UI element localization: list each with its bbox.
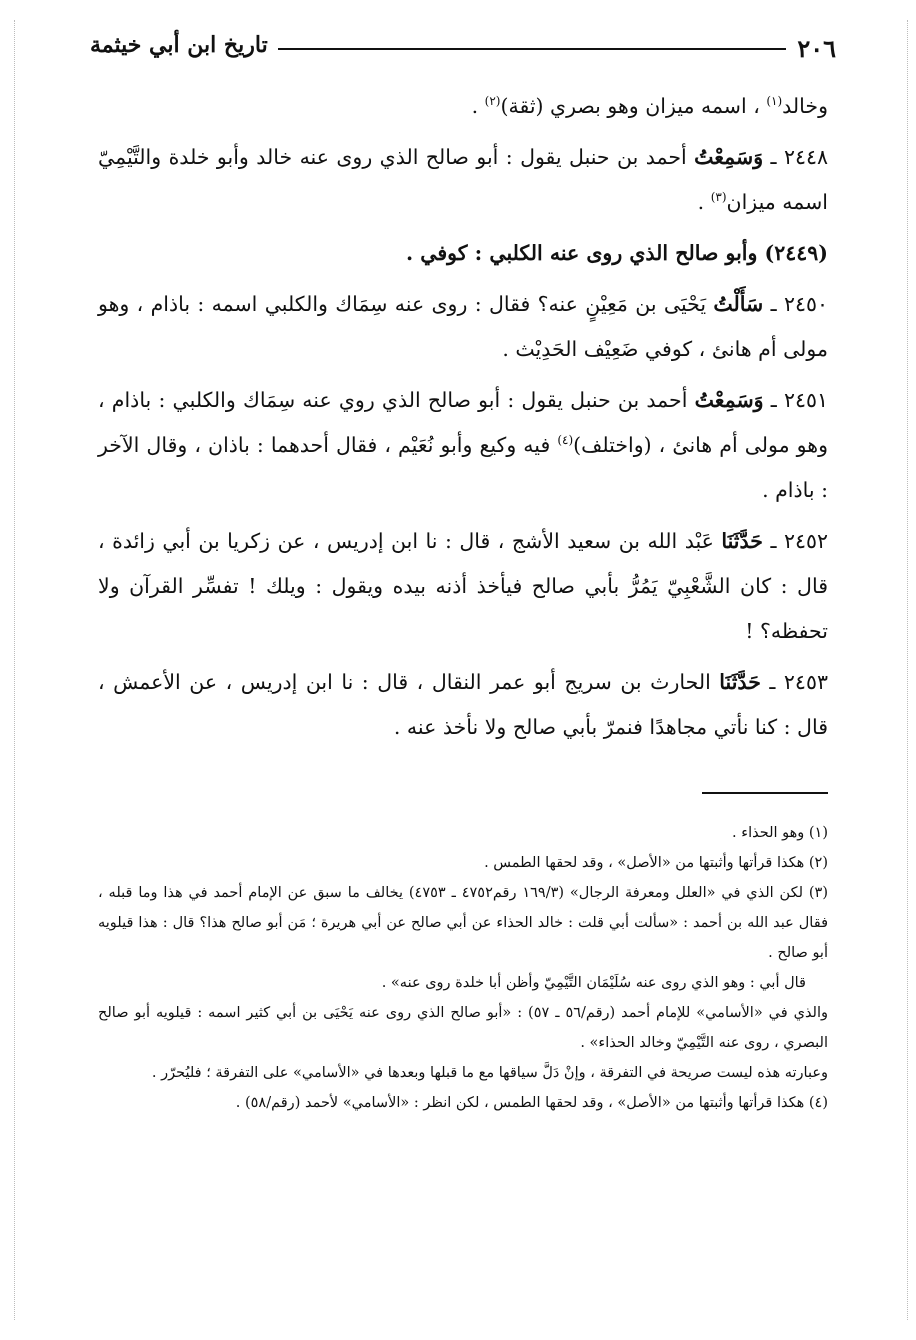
paragraph-text: ، اسمه ميزان وهو بصري (ثقة): [500, 94, 760, 118]
paragraph-text: وخالد: [782, 94, 828, 118]
paragraph-2450: [98, 282, 828, 372]
footnote-ref-3: (٣): [710, 190, 727, 205]
footnotes: [98, 818, 828, 1118]
footnote-ref-1: (١): [766, 94, 783, 109]
section-heading-2449: (٢٤٤٩) وأبو صالح الذي روى عنه الكلبي : كوفي .: [406, 241, 828, 265]
paragraph-end: .: [471, 94, 479, 118]
footnote-3-continued: والذي في «الأسامي» للإمام أحمد (رقم/٥٦ ـ ٥٧) : «أبو صالح الذي روى عنه يَحْيَى بن أبي كثير اسمه : قيلويه أبو صالح البصري ، روى عنه التَّيْمِيّ وخالد الحذاء» .: [98, 1005, 829, 1051]
footnote-2: (٢) هكذا قرأتها وأثبتها من «الأصل» ، وقد لحقها الطمس .: [484, 855, 828, 871]
left-margin-dotted-line: [14, 20, 15, 1320]
paragraph-text: أحمد بن حنبل يقول : أبو صالح الذي روي عنه سِمَاك والكلبي : باذام ، وهو مولى أم هانئ ، (واختلف): [98, 388, 828, 457]
footnote-3-continued: وعبارته هذه ليست صريحة في التفرقة ، وإنْ دَلَّ سياقها مع ما قبلها وبعدها في «الأسامي» على التفرقة ؛ فليُحرّر .: [151, 1065, 828, 1081]
narration-number: ٢٤٥٠ ـ: [770, 292, 828, 316]
paragraph-2448: [98, 135, 828, 225]
paragraph-end: .: [697, 190, 705, 214]
narration-keyword: وَسَمِعْتُ: [694, 388, 764, 412]
narration-keyword: سَأَلْتُ: [713, 292, 764, 316]
narration-keyword: وَسَمِعْتُ: [694, 145, 764, 169]
paragraph-text: يَحْيَى بن مَعِيْنٍ عنه؟ فقال : روى عنه سِمَاك والكلبي اسمه : باذام ، وهو مولى أم هانئ ، كوفي ضَعِيْف الحَدِيْث .: [98, 292, 828, 361]
footnote-3: (٣) لكن الذي في «العلل ومعرفة الرجال» (١٦٩/٣ رقم٤٧٥٢ ـ ٤٧٥٣) يخالف ما سبق عن الإمام أحمد في هذا وما قبله ، فقال عبد الله بن أحمد : «سألت أبي قلت : خالد الحذاء عن أبي صالح عن أبي هريرة ؛ مَن أبو صالح هذا؟ قال : هذا قيلويه أبو صالح .: [98, 885, 829, 961]
main-text: [98, 84, 828, 756]
narration-number: ٢٤٥٣ ـ: [769, 670, 828, 694]
paragraph-2451: [98, 378, 828, 513]
paragraph-text: الحارث بن سريج أبو عمر النقال ، قال : نا ابن إدريس ، عن الأعمش ، قال : كنا نأتي مجاهدًا فنمرّ بأبي صالح ولا نأخذ عنه .: [98, 670, 828, 739]
narration-number: ٢٤٤٨ ـ: [770, 145, 828, 169]
right-margin-dotted-line: [907, 20, 908, 1320]
paragraph-text: أحمد بن حنبل يقول : أبو صالح الذي روى عنه خالد وأبو خلدة والتَّيْمِيّ اسمه ميزان: [98, 145, 828, 214]
footnote-1: (١) وهو الحذاء .: [732, 825, 828, 841]
footnote-3-continued: قال أبي : وهو الذي روى عنه سُلَيْمَان التَّيْمِيّ وأظن أبا خلدة روى عنه» .: [381, 975, 806, 991]
running-title: تاريخ ابن أبي خيثمة: [90, 32, 268, 58]
footnote-separator: [702, 792, 828, 794]
footnote-ref-2: (٢): [484, 94, 501, 109]
narration-keyword: حَدَّثَنَا: [719, 670, 761, 694]
paragraph-text: عَبْد الله بن سعيد الأشج ، قال : نا ابن إدريس ، عن زكريا بن أبي زائدة ، قال : كان الشَّعْبِيّ يَمُرُّ بأبي صالح فيأخذ أذنه بيده ويقول : ويلك ! تفسِّر القرآن ولا تحفظه؟ !: [98, 529, 828, 643]
header-rule: [278, 48, 786, 50]
page-header: [90, 30, 836, 70]
footnote-4: (٤) هكذا قرأتها وأثبتها من «الأصل» ، وقد لحقها الطمس ، لكن انظر : «الأسامي» لأحمد (رقم/٥٨) .: [235, 1095, 828, 1111]
paragraph-text: فيه وكيع وأبو نُعَيْم ، فقال أحدهما : باذان ، وقال الآخر : باذام .: [98, 433, 828, 502]
paragraph-continuation: [98, 84, 828, 129]
page-number: ٢٠٦: [797, 34, 836, 63]
paragraph-2453: [98, 660, 828, 750]
footnote-ref-4: (٤): [557, 433, 574, 448]
paragraph-2452: [98, 519, 828, 654]
narration-number: ٢٤٥١ ـ: [770, 388, 828, 412]
narration-keyword: حَدَّثَنَا: [721, 529, 763, 553]
narration-number: ٢٤٥٢ ـ: [770, 529, 828, 553]
